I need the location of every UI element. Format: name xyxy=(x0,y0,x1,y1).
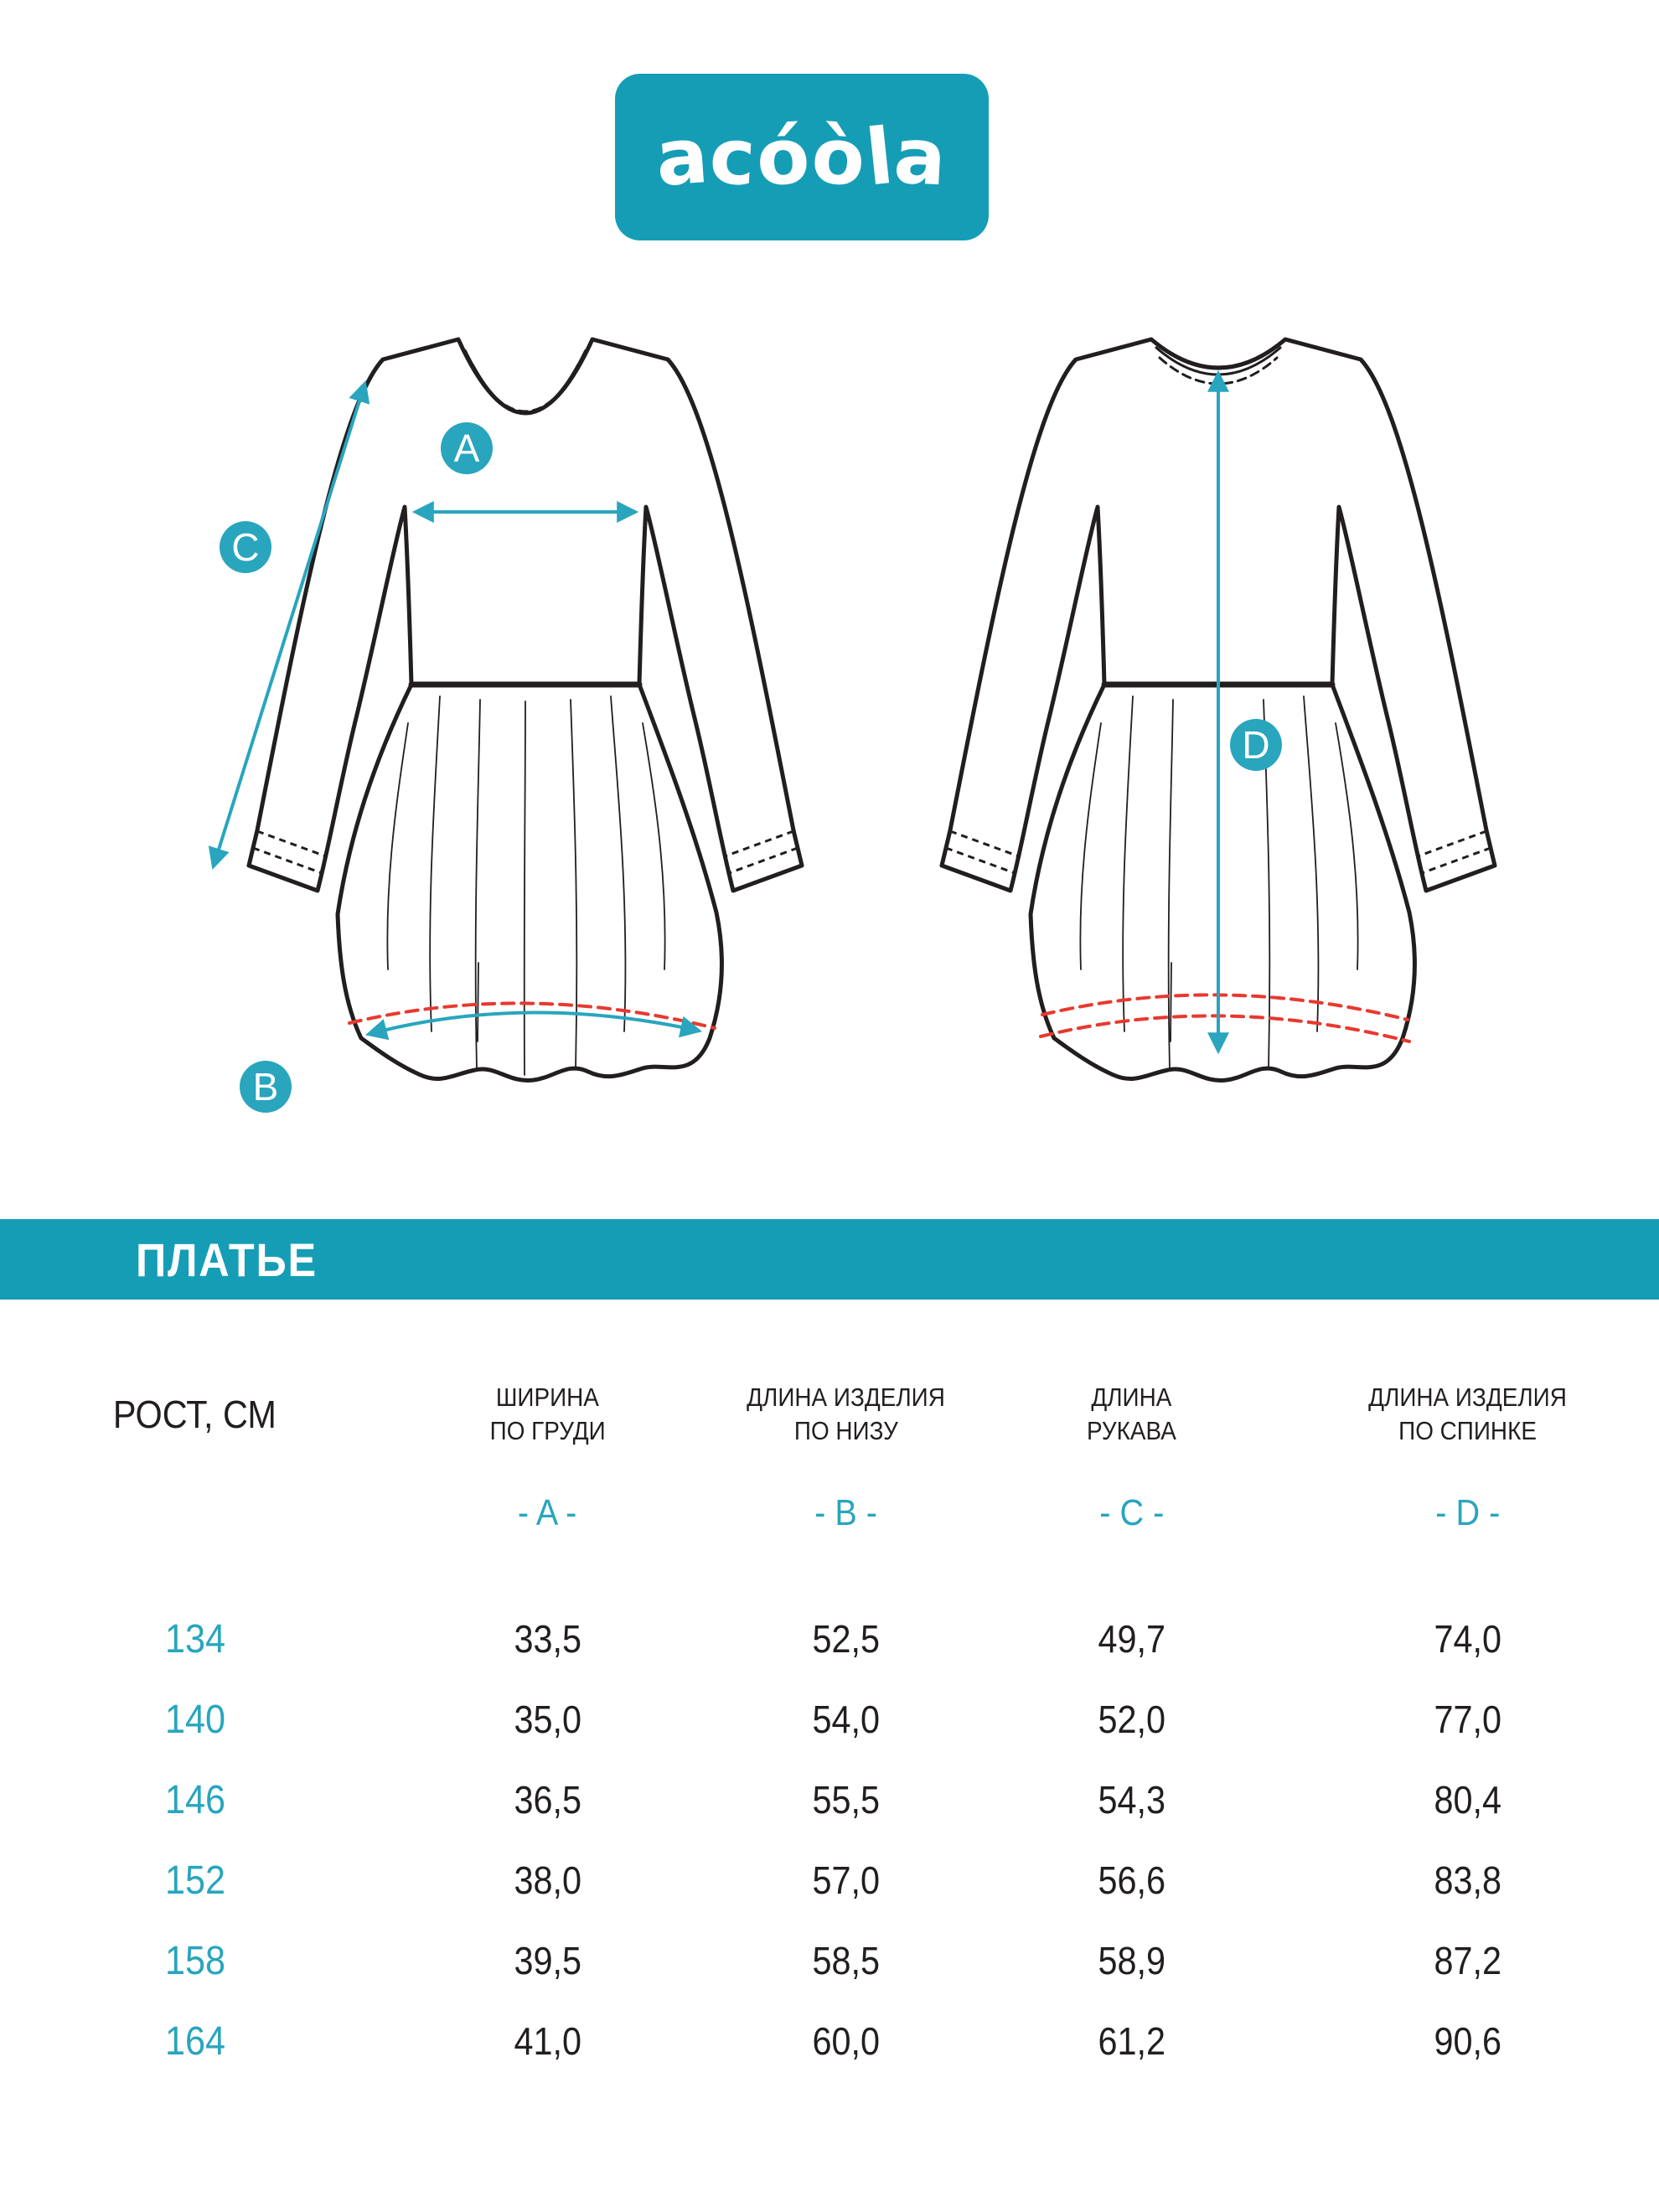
row-size: 134 xyxy=(164,1616,225,1662)
header-bottom-length: ДЛИНА ИЗДЕЛИЯ ПО НИЗУ xyxy=(747,1382,946,1445)
row-value: 57,0 xyxy=(812,1858,881,1902)
size-table-body xyxy=(0,1599,1659,2081)
dress-front-diagram xyxy=(172,323,834,1127)
section-title: ПЛАТЬЕ xyxy=(136,1233,318,1286)
table-letter-row xyxy=(0,1490,1659,1537)
row-value: 35,0 xyxy=(514,1698,581,1741)
row-value: 58,9 xyxy=(1098,1939,1165,1982)
header-height: РОСТ, СМ xyxy=(113,1393,277,1436)
row-size: 152 xyxy=(164,1858,225,1903)
row-value: 80,4 xyxy=(1433,1778,1501,1822)
letter-spacer xyxy=(0,1490,390,1537)
measure-badge-a xyxy=(441,422,493,474)
dress-back-diagram xyxy=(865,323,1527,1127)
row-value: 60,0 xyxy=(812,2019,881,2063)
table-header-row xyxy=(0,1367,1659,1461)
section-banner xyxy=(0,1219,1659,1300)
brand-logo-text: a c ó ò l a xyxy=(652,110,951,204)
letter-a: - A - xyxy=(518,1492,577,1533)
table-row xyxy=(0,2001,1659,2081)
row-value: 58,5 xyxy=(812,1939,881,1982)
row-value: 49,7 xyxy=(1098,1617,1165,1661)
row-size: 146 xyxy=(164,1777,225,1822)
row-value: 54,0 xyxy=(812,1698,881,1741)
row-value: 83,8 xyxy=(1433,1858,1501,1902)
row-value: 52,5 xyxy=(812,1617,881,1661)
header-back-length: ДЛИНА ИЗДЕЛИЯ ПО СПИНКЕ xyxy=(1367,1382,1567,1445)
svg-text:C: C xyxy=(231,525,260,569)
svg-text:D: D xyxy=(1242,723,1270,767)
row-value: 33,5 xyxy=(514,1617,581,1661)
row-size: 140 xyxy=(164,1697,225,1742)
brand-logo xyxy=(615,74,989,240)
measure-badge-d xyxy=(1230,719,1282,771)
measure-badge-b xyxy=(240,1061,292,1113)
table-row xyxy=(0,1840,1659,1920)
row-value: 56,6 xyxy=(1098,1858,1165,1902)
table-row xyxy=(0,1599,1659,1679)
svg-text:B: B xyxy=(252,1065,279,1109)
header-chest-width: ШИРИНА ПО ГРУДИ xyxy=(489,1382,606,1445)
row-value: 52,0 xyxy=(1098,1698,1165,1741)
letter-c: - C - xyxy=(1098,1492,1164,1533)
row-size: 164 xyxy=(164,2018,225,2064)
letter-d: - D - xyxy=(1434,1492,1500,1533)
row-value: 41,0 xyxy=(514,2019,581,2063)
table-row xyxy=(0,1760,1659,1840)
row-value: 90,6 xyxy=(1433,2019,1501,2063)
table-row xyxy=(0,1920,1659,2001)
row-value: 39,5 xyxy=(514,1939,581,1982)
svg-text:A: A xyxy=(453,426,480,470)
row-value: 77,0 xyxy=(1433,1698,1501,1741)
measure-badge-c xyxy=(220,521,271,573)
row-value: 38,0 xyxy=(514,1858,581,1902)
row-value: 55,5 xyxy=(812,1778,881,1822)
row-value: 36,5 xyxy=(514,1778,581,1822)
row-value: 74,0 xyxy=(1433,1617,1501,1661)
row-value: 54,3 xyxy=(1098,1778,1165,1822)
row-size: 158 xyxy=(164,1938,225,1983)
row-value: 61,2 xyxy=(1098,2019,1165,2063)
row-value: 87,2 xyxy=(1433,1939,1501,1982)
letter-b: - B - xyxy=(814,1492,878,1533)
table-row xyxy=(0,1679,1659,1760)
header-sleeve-length: ДЛИНА РУКАВА xyxy=(1086,1382,1176,1445)
